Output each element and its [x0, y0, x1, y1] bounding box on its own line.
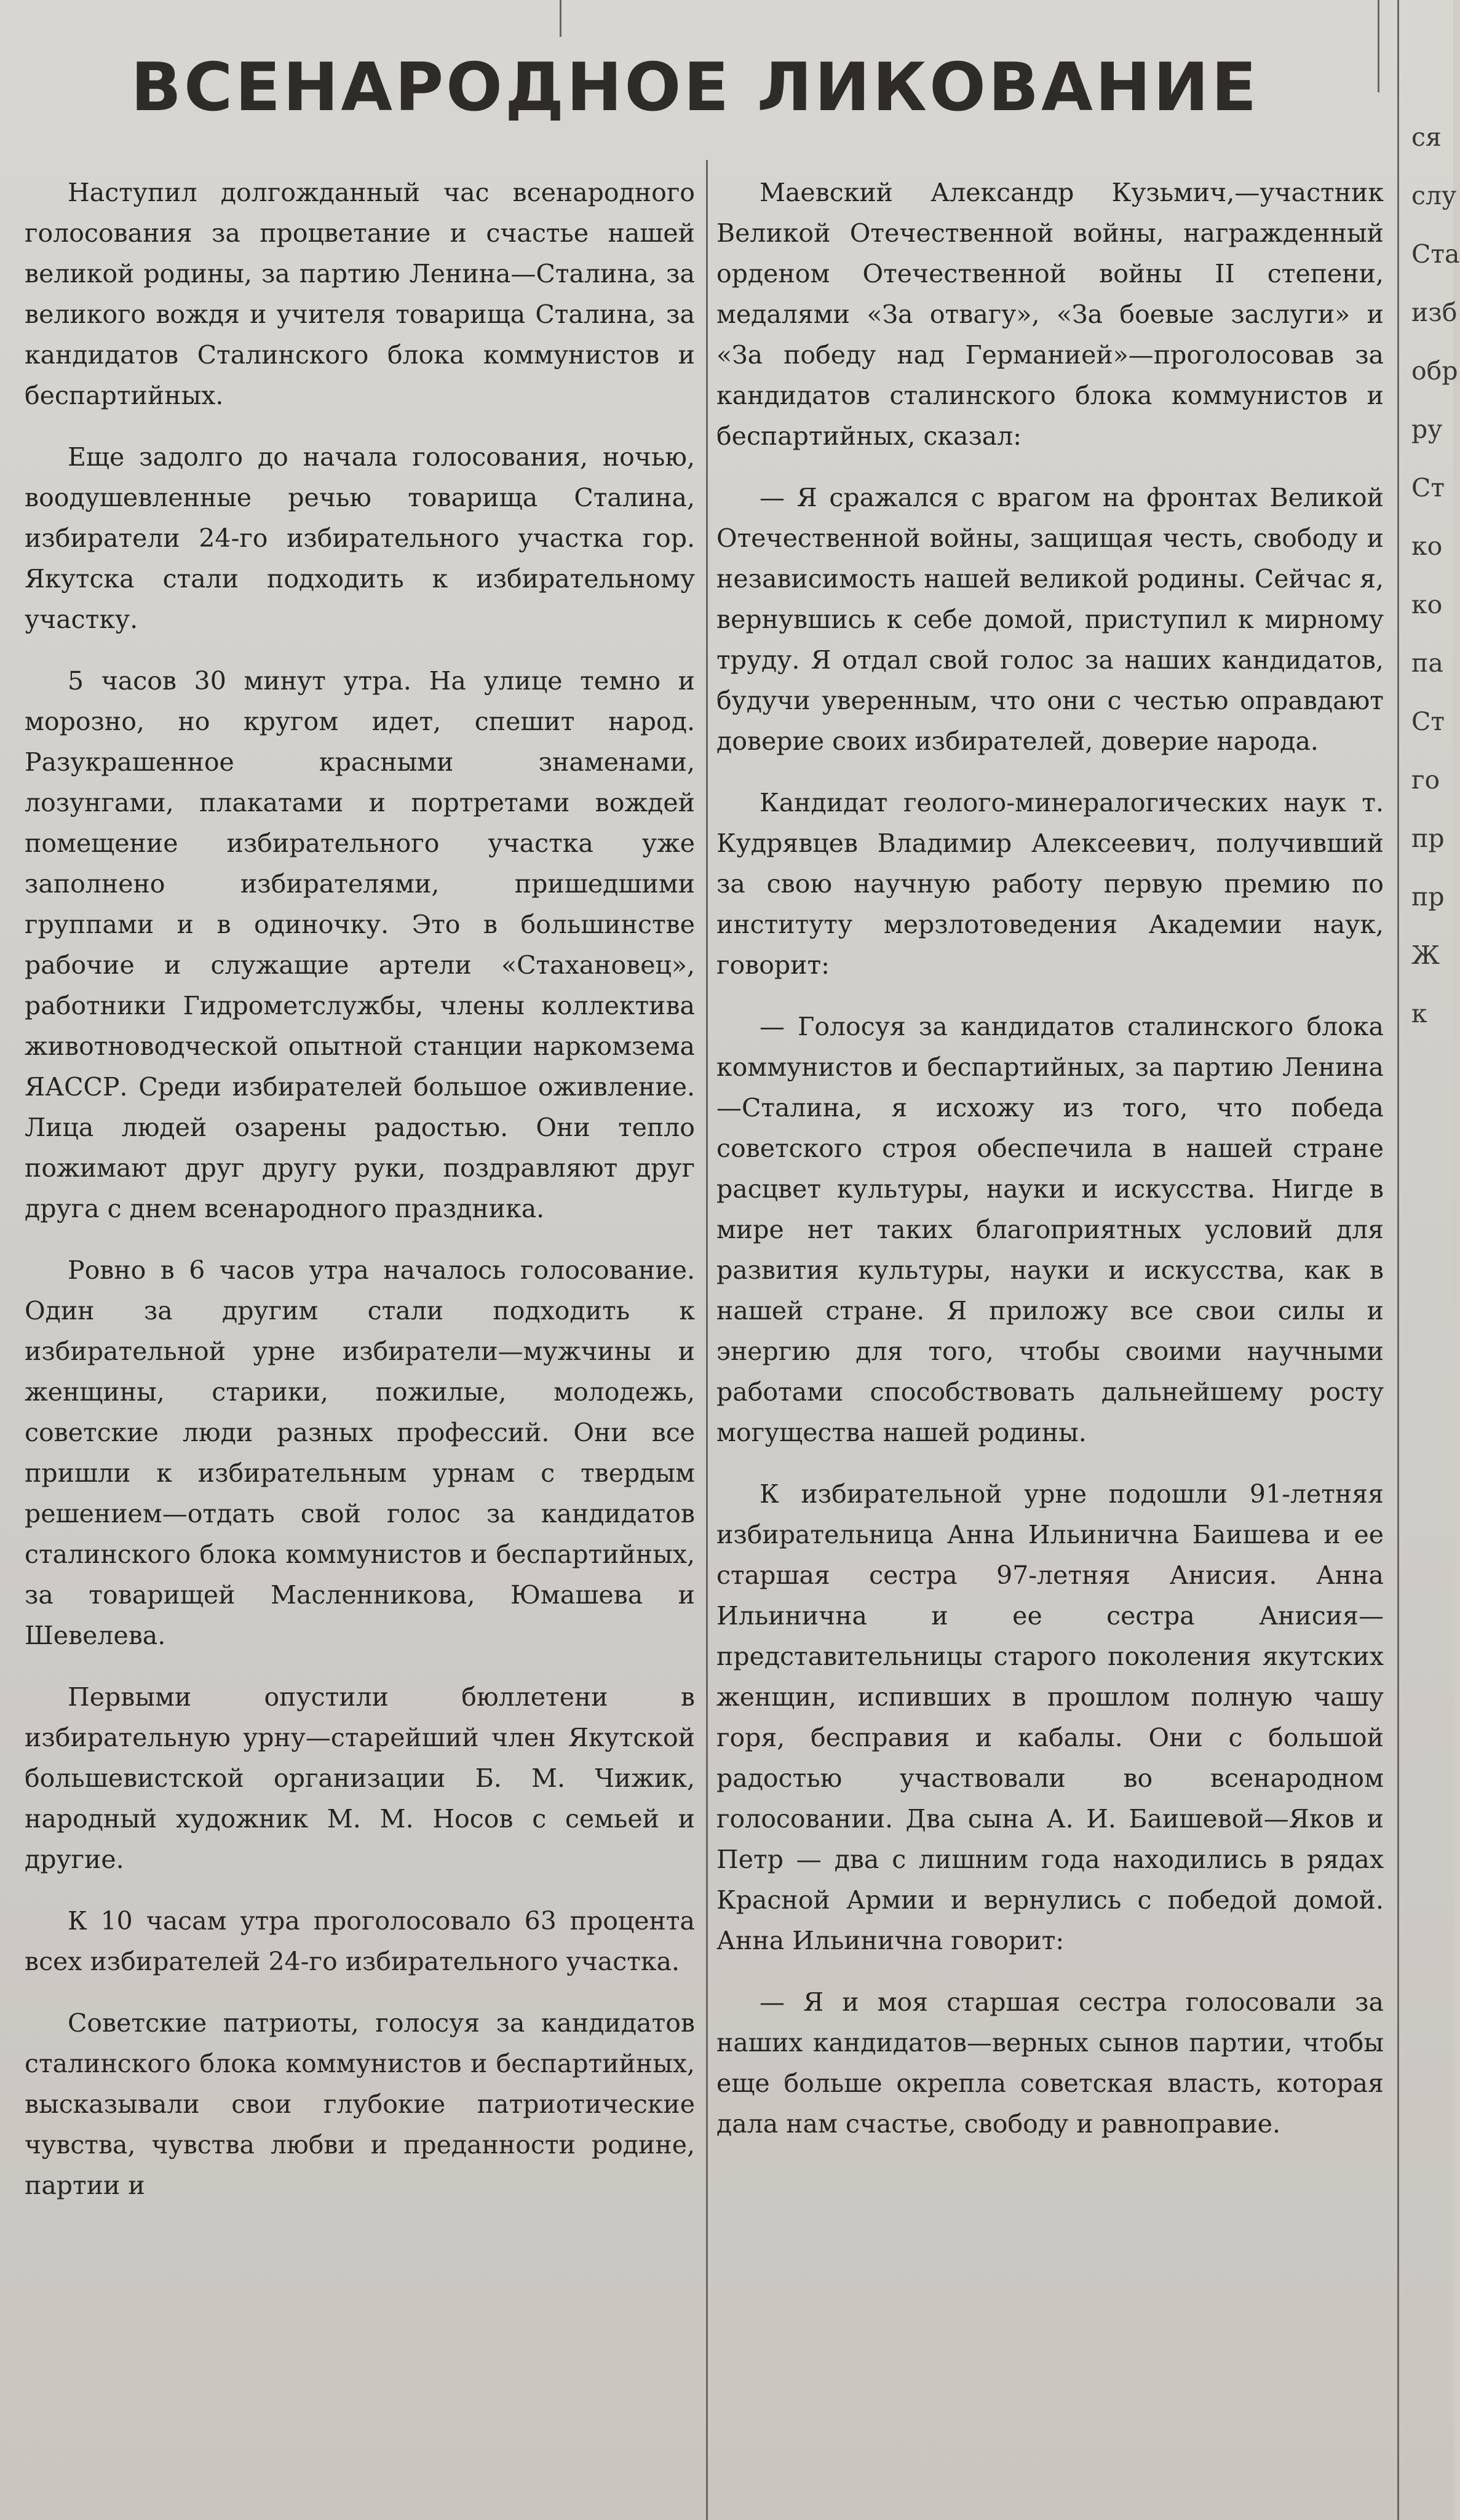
paragraph: К 10 часам утра проголосовало 63 процента всех избирателей 24-го избирательного участка. [25, 1906, 695, 1976]
fragment: ру [1411, 415, 1443, 444]
fragment: Ста [1411, 239, 1460, 269]
paragraph: Ровно в 6 часов утра началось голосование. Один за другим стали подходить к избирательной урне избиратели—мужчины и женщины, старики, пожилые, молодежь, советские люди разных профессий. Они все пришли к избирательным урнам с твердым решением—отдать свой голос за кандидатов сталинского блока коммунистов и беспартийных, за товарищей Масленникова, Юмашева и Шевелева. [25, 1255, 695, 1650]
quote-paragraph: — Я и моя старшая сестра голосовали за наших кандидатов—верных сынов партии, чтобы еще больше окрепла советская власть, которая дала нам счастье, свободу и равноправие. [716, 1987, 1384, 2139]
quote-paragraph: — Я сражался с врагом на фронтах Великой Отечественной войны, защищая честь, свободу и независимость нашей великой родины. Сейчас я, вернувшись к себе домой, приступил к мирному труду. Я отдал свой голос за наших кандидатов, будучи уверенным, что они с честью оправдают доверие своих избирателей, доверие народа. [716, 483, 1384, 756]
fragment: слу [1411, 181, 1457, 210]
fragment: ко [1411, 590, 1443, 619]
fragment: ко [1411, 531, 1443, 561]
quote-paragraph: — Голосуя за кандидатов сталинского блока коммунистов и беспартийных, за партию Ленина—Сталина, я исхожу из того, что победа советского строя обеспечила в нашей стране расцвет культуры, науки и искусства. Нигде в мире нет таких благоприятных условий для развития культуры, науки и искусства, как в нашей стране. Я приложу все свои силы и энергию для того, чтобы своими научными работами способствовать дальнейшему росту могущества нашей родины. [716, 1012, 1384, 1447]
paragraph: Советские патриоты, голосуя за кандидатов сталинского блока коммунистов и беспартийных, высказывали свои глубокие патриотические чувства, чувства любви и преданности родине, партии и [25, 2008, 695, 2200]
fragment: пр [1411, 882, 1445, 912]
right-column-fragments [1411, 117, 1460, 1052]
fragment: Ст [1411, 707, 1445, 736]
paragraph: Наступил долгожданный час всенародного голосования за процветание и счастье нашей великой родины, за партию Ленина—Сталина, за великого вождя и учителя товарища Сталина, за кандидатов Сталинского блока коммунистов и беспартийных. [25, 178, 695, 410]
paragraph: Маевский Александр Кузьмич,—участник Великой Отечественной войны, награжденный орденом Отечественной войны II степени, медалями «За отвагу», «За боевые заслуги» и «За победу над Германией»—проголосовав за кандидатов сталинского блока коммунистов и беспартийных, сказал: [716, 178, 1384, 451]
fragment: Ж [1411, 940, 1440, 970]
fragment: к [1411, 999, 1427, 1028]
fragment: ся [1411, 122, 1442, 152]
top-right-divider [1378, 0, 1379, 92]
column-rule-right [1397, 0, 1399, 2520]
column-rule-center [706, 160, 708, 2520]
paragraph: 5 часов 30 минут утра. На улице темно и морозно, но кругом идет, спешит народ. Разукрашенное красными знаменами, лозунгами, плакатами и портретами вождей помещение избирательного участка уже заполнено избирателями, пришедшими группами и в одиночку. Это в большинстве рабочие и служащие артели «Стахановец», работники Гидрометслужбы, члены коллектива животноводческой опытной станции наркомзема ЯАССР. Среди избирателей большое оживление. Лица людей озарены радостью. Они тепло пожимают друг другу руки, поздравляют друг друга с днем всенародного праздника. [25, 666, 695, 1223]
fragment: изб [1411, 298, 1458, 327]
fragment: Ст [1411, 473, 1445, 503]
top-left-divider [560, 0, 561, 37]
paragraph: Первыми опустили бюллетени в избирательную урну—старейший член Якутской большевистской организации Б. М. Чижик, народный художник М. М. Носов с семьей и другие. [25, 1682, 695, 1874]
paragraph: К избирательной урне подошли 91-летняя избирательница Анна Ильинична Баишева и ее старшая сестра 97-летняя Анисия. Анна Ильинична и ее сестра Анисия—представительницы старого поколения якутских женщин, испивших в прошлом полную чашу горя, бесправия и кабалы. Они с большой радостью участвовали во всенародном голосовании. Два сына А. И. Баишевой—Яков и Петр — два с лишним года находились в рядах Красной Армии и вернулись с победой домой. Анна Ильинична говорит: [716, 1479, 1384, 1955]
fragment: па [1411, 648, 1443, 678]
fragment: пр [1411, 824, 1445, 853]
paragraph: Еще задолго до начала голосования, ночью, воодушевленные речью товарища Сталина, избиратели 24-го избирательного участка гор. Якутска стали подходить к избирательному участку. [25, 442, 695, 634]
paragraph: Кандидат геолого-минералогических наук т. Кудрявцев Владимир Алексеевич, получивший за свою научную работу первую премию по институту мерзлотоведения Академии наук, говорит: [716, 788, 1384, 980]
left-column [25, 172, 695, 2227]
fragment: го [1411, 765, 1440, 795]
headline: ВСЕНАРОДНОЕ ЛИКОВАНИЕ [130, 49, 1260, 126]
middle-column [716, 172, 1384, 2165]
fragment: обр [1411, 356, 1458, 386]
